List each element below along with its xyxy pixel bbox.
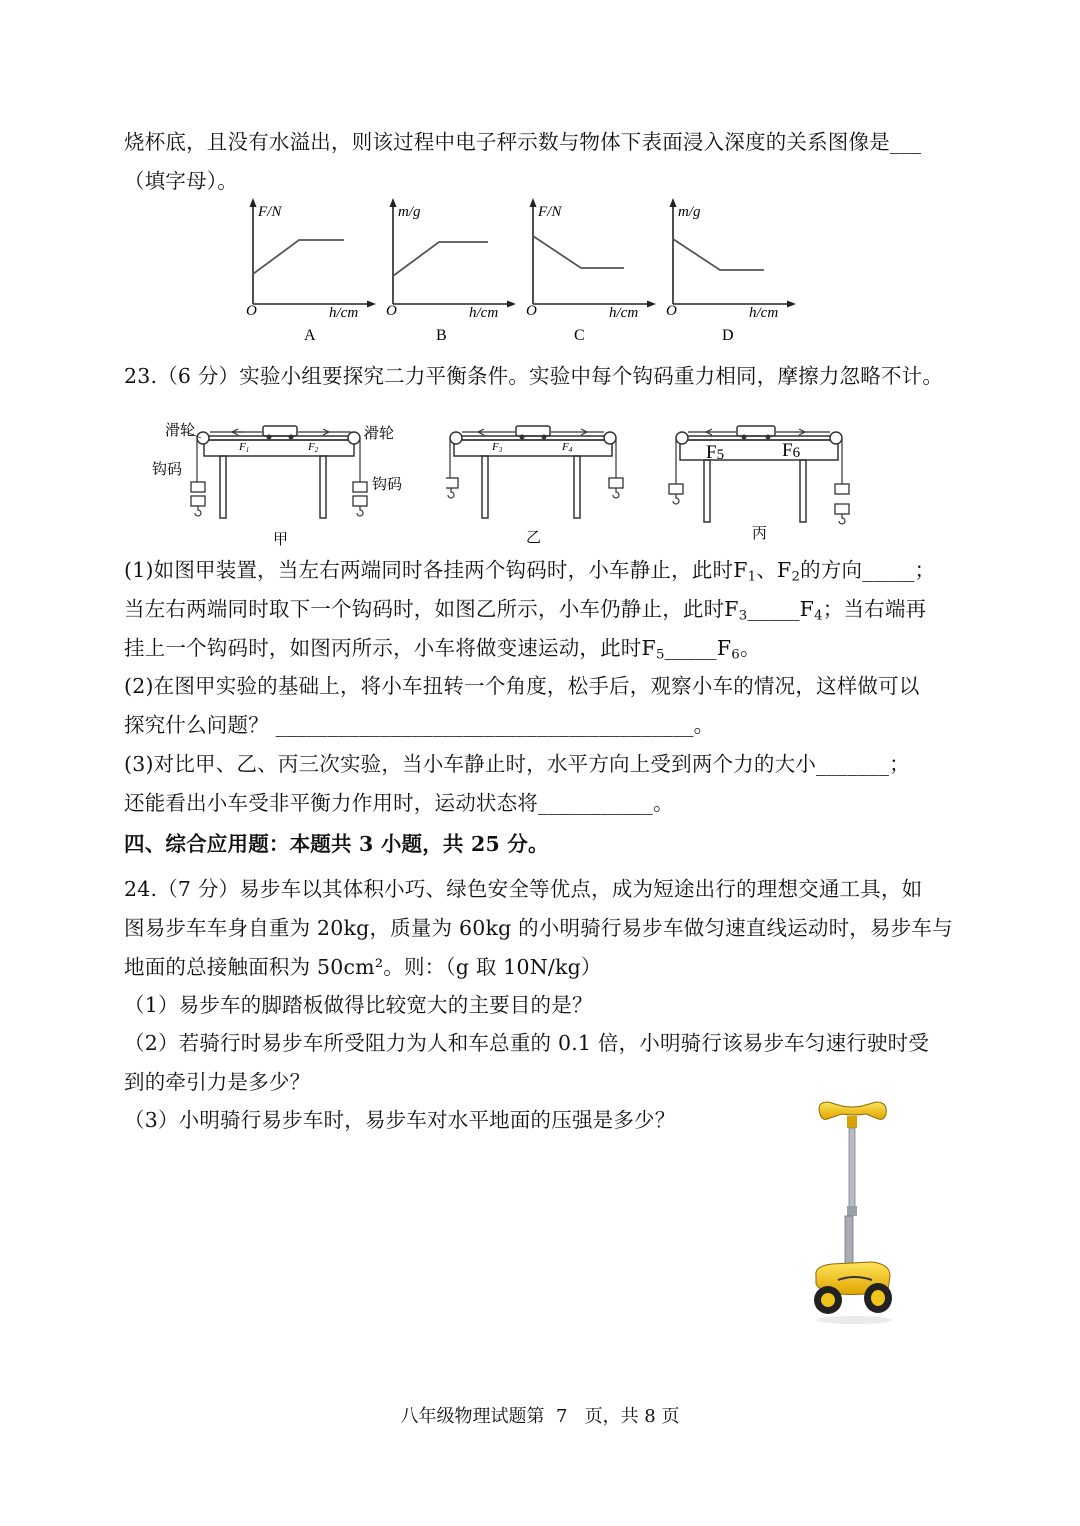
graph-c-letter: C [574, 327, 585, 344]
yi-f-left-sub: 3 [498, 446, 503, 454]
graph-c-origin: O [526, 303, 537, 319]
page-footer: 八年级物理试题第 7 页，共 8 页 [400, 1406, 680, 1427]
bing-caption: 丙 [752, 526, 768, 542]
q24-line2: 图易步车车身自重为 20kg，质量为 60kg 的小明骑行易步车做匀速直线运动时，易步车与 [124, 916, 953, 940]
svg-text:F3 [491, 441, 503, 454]
q22-line2: （填字母）。 [124, 169, 238, 193]
q23-p3-line2: 还能看出小车受非平衡力作用时，运动状态将___________。 [124, 791, 674, 815]
q22-line1: 烧杯底，且没有水溢出，则该过程中电子秤示数与物体下表面浸入深度的关系图像是___ [124, 130, 922, 154]
graph-b-origin: O [386, 303, 397, 319]
graph-b-letter: B [436, 327, 447, 344]
jia-caption: 甲 [273, 532, 289, 548]
q23-p1-line3: 挂上一个钩码时，如图丙所示，小车将做变速运动，此时$F_5\_\_\_\_\_F_6$。 [124, 636, 761, 663]
jia-hook-left-label: 钩码 [152, 462, 183, 478]
jia-f-right-sub: 2 [314, 446, 319, 454]
graph-a-ylabel: F/N [258, 204, 282, 220]
figure-jia [148, 412, 418, 554]
graph-a-origin: O [246, 303, 257, 319]
q23-p2-line1: (2)在图甲实验的基础上，将小车扭转一个角度，松手后，观察小车的情况，这样做可以 [124, 674, 920, 698]
jia-f-left: F [239, 441, 246, 453]
graph-c-ylabel: F/N [538, 204, 562, 220]
q23-title: 23.（6 分）实验小组要探究二力平衡条件。实验中每个钩码重力相同，摩擦力忽略不计。 [124, 364, 944, 388]
q24-sub2-line2: 到的牵引力是多少？ [124, 1070, 311, 1094]
q24-sub2-line1: （2）若骑行时易步车所受阻力为人和车总重的 0.1 倍，小明骑行该易步车匀速行驶时受 [124, 1031, 930, 1055]
yi-f-left: F [492, 441, 499, 453]
q24-line3: 地面的总接触面积为 50cm²。则：（g 取 10N/kg） [124, 955, 602, 979]
q24-line1: 24.（7 分）易步车以其体积小巧、绿色安全等优点，成为短途出行的理想交通工具，如 [124, 877, 923, 901]
bing-f-left-sub: 5 [716, 447, 725, 463]
graph-b [376, 198, 516, 350]
graph-a-xlabel: h/cm [329, 305, 359, 321]
graph-a [236, 198, 376, 350]
graph-c-xlabel: h/cm [609, 305, 639, 321]
q24-sub3: （3）小明骑行易步车时，易步车对水平地面的压强是多少？ [124, 1108, 676, 1132]
jia-pulley-right-label: 滑轮 [364, 426, 395, 442]
graph-d-ylabel: m/g [678, 204, 701, 220]
svg-text:F4 [561, 441, 573, 454]
q24-sub1: （1）易步车的脚踏板做得比较宽大的主要目的是？ [124, 993, 593, 1017]
graph-b-xlabel: h/cm [469, 305, 499, 321]
svg-text:F6 [782, 440, 801, 461]
q23-p3-line1: (3)对比甲、乙、丙三次实验，当小车静止时，水平方向上受到两个力的大小_______； [124, 752, 910, 776]
yi-f-right: F [562, 441, 569, 453]
q23-p2-line2: 探究什么问题？ ________________________________________。 [124, 713, 715, 737]
jia-f-left-sub: 1 [245, 446, 250, 454]
bing-f-right-sub: 6 [792, 445, 801, 461]
section4-heading: 四、综合应用题：本题共 3 小题，共 25 分。 [124, 832, 549, 856]
q23-p1-line1: (1)如图甲装置，当左右两端同时各挂两个钩码时，小车静止，此时$F_1$、$F_2$的方向_____； [124, 558, 936, 585]
yi-f-right-sub: 4 [568, 446, 573, 454]
graph-d-xlabel: h/cm [749, 305, 779, 321]
graph-a-letter: A [304, 327, 316, 344]
graph-c [516, 198, 656, 350]
yi-caption: 乙 [526, 530, 542, 546]
figure-yi [446, 414, 626, 554]
bing-f-left: F [706, 442, 717, 463]
graph-d [656, 198, 796, 350]
q23-p1-line2: 当左右两端同时取下一个钩码时，如图乙所示，小车仍静止，此时$F_3\_\_\_\_\_F_4$；当右端再 [124, 597, 927, 624]
graph-d-origin: O [666, 303, 677, 319]
figure-bing [664, 414, 854, 552]
svg-text:F2 [307, 441, 319, 454]
jia-pulley-left-label: 滑轮 [165, 423, 196, 439]
bing-f-right: F [782, 440, 793, 461]
jia-f-right: F [308, 441, 315, 453]
graph-d-letter: D [722, 327, 734, 344]
svg-text:F1 [238, 441, 249, 454]
scooter-image [806, 1094, 902, 1332]
graph-b-ylabel: m/g [398, 204, 421, 220]
svg-text:F5 [706, 442, 724, 463]
jia-hook-right-label: 钩码 [372, 477, 403, 493]
